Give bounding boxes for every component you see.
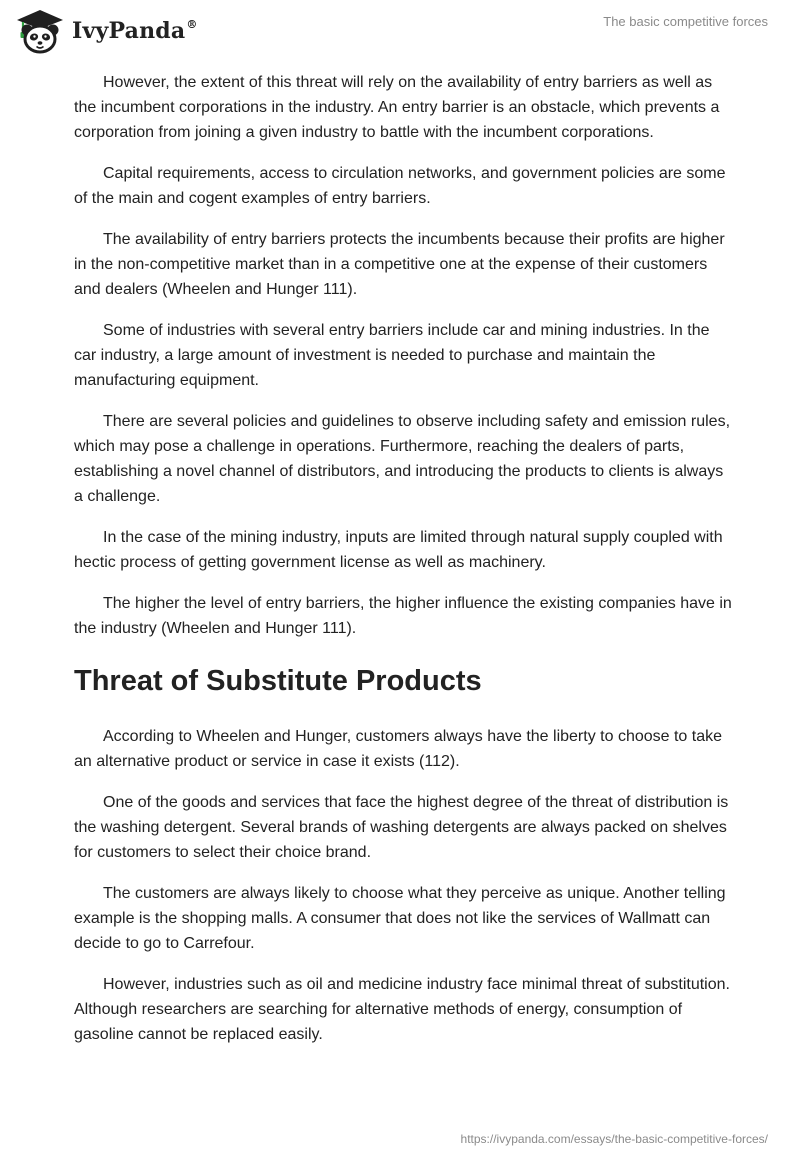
paragraph: One of the goods and services that face the highest degree of the threat of distribution is the washing detergent. Several brands of washing detergents are always packed on shelves for customers to select their choice brand. <box>74 794 729 861</box>
paragraph: However, industries such as oil and medicine industry face minimal threat of substitution. Although researchers are searching for alternative methods of energy, consumption of gasoline cannot be replaced easily. <box>74 976 730 1043</box>
paragraph: Some of industries with several entry barriers include car and mining industries. In the car industry, a large amount of investment is needed to purchase and maintain the manufacturing equipment. <box>74 322 710 389</box>
section-heading: Threat of Substitute Products <box>74 665 482 697</box>
paragraph: The higher the level of entry barriers, the higher influence the existing companies have in the industry (Wheelen and Hunger 111). <box>74 595 732 637</box>
brand-logo[interactable] <box>14 8 198 56</box>
essay-content <box>74 70 734 1063</box>
paragraph: According to Wheelen and Hunger, customers always have the liberty to choose to take an alternative product or service in case it exists (112). <box>74 728 723 770</box>
panda-graduate-logo-icon <box>14 8 66 56</box>
paragraph: Capital requirements, access to circulation networks, and government policies are some of the main and cogent examples of entry barriers. <box>74 165 726 207</box>
page-header <box>0 0 800 64</box>
registered-mark: ® <box>186 17 198 31</box>
paragraph: There are several policies and guidelines to observe including safety and emission rules, which may pose a challenge in operations. Furthermore, reaching the dealers of parts, establishing a novel channel of distributors, and introducing the products to clients is always a challenge. <box>74 413 731 505</box>
document-title: The basic competitive forces <box>603 14 768 29</box>
source-url-link[interactable]: https://ivypanda.com/essays/the-basic-competitive-forces/ <box>460 1132 768 1146</box>
paragraph: However, the extent of this threat will rely on the availability of entry barriers as well as the incumbent corporations in the industry. An entry barrier is an obstacle, which prevents a corporation from joining a given industry to battle with the incumbent corporations. <box>74 74 720 141</box>
paragraph: The availability of entry barriers protects the incumbents because their profits are higher in the non-competitive market than in a competitive one at the expense of their customers and dealers (Wheelen and Hunger 111). <box>74 231 725 298</box>
paragraph: In the case of the mining industry, inputs are limited through natural supply coupled with hectic process of getting government license as well as machinery. <box>74 529 723 571</box>
paragraph: The customers are always likely to choose what they perceive as unique. Another telling example is the shopping malls. A consumer that does not like the services of Wallmatt can decide to go to Carrefour. <box>74 885 726 952</box>
brand-name <box>72 18 198 44</box>
brand-name-text: IvyPanda <box>72 18 186 44</box>
